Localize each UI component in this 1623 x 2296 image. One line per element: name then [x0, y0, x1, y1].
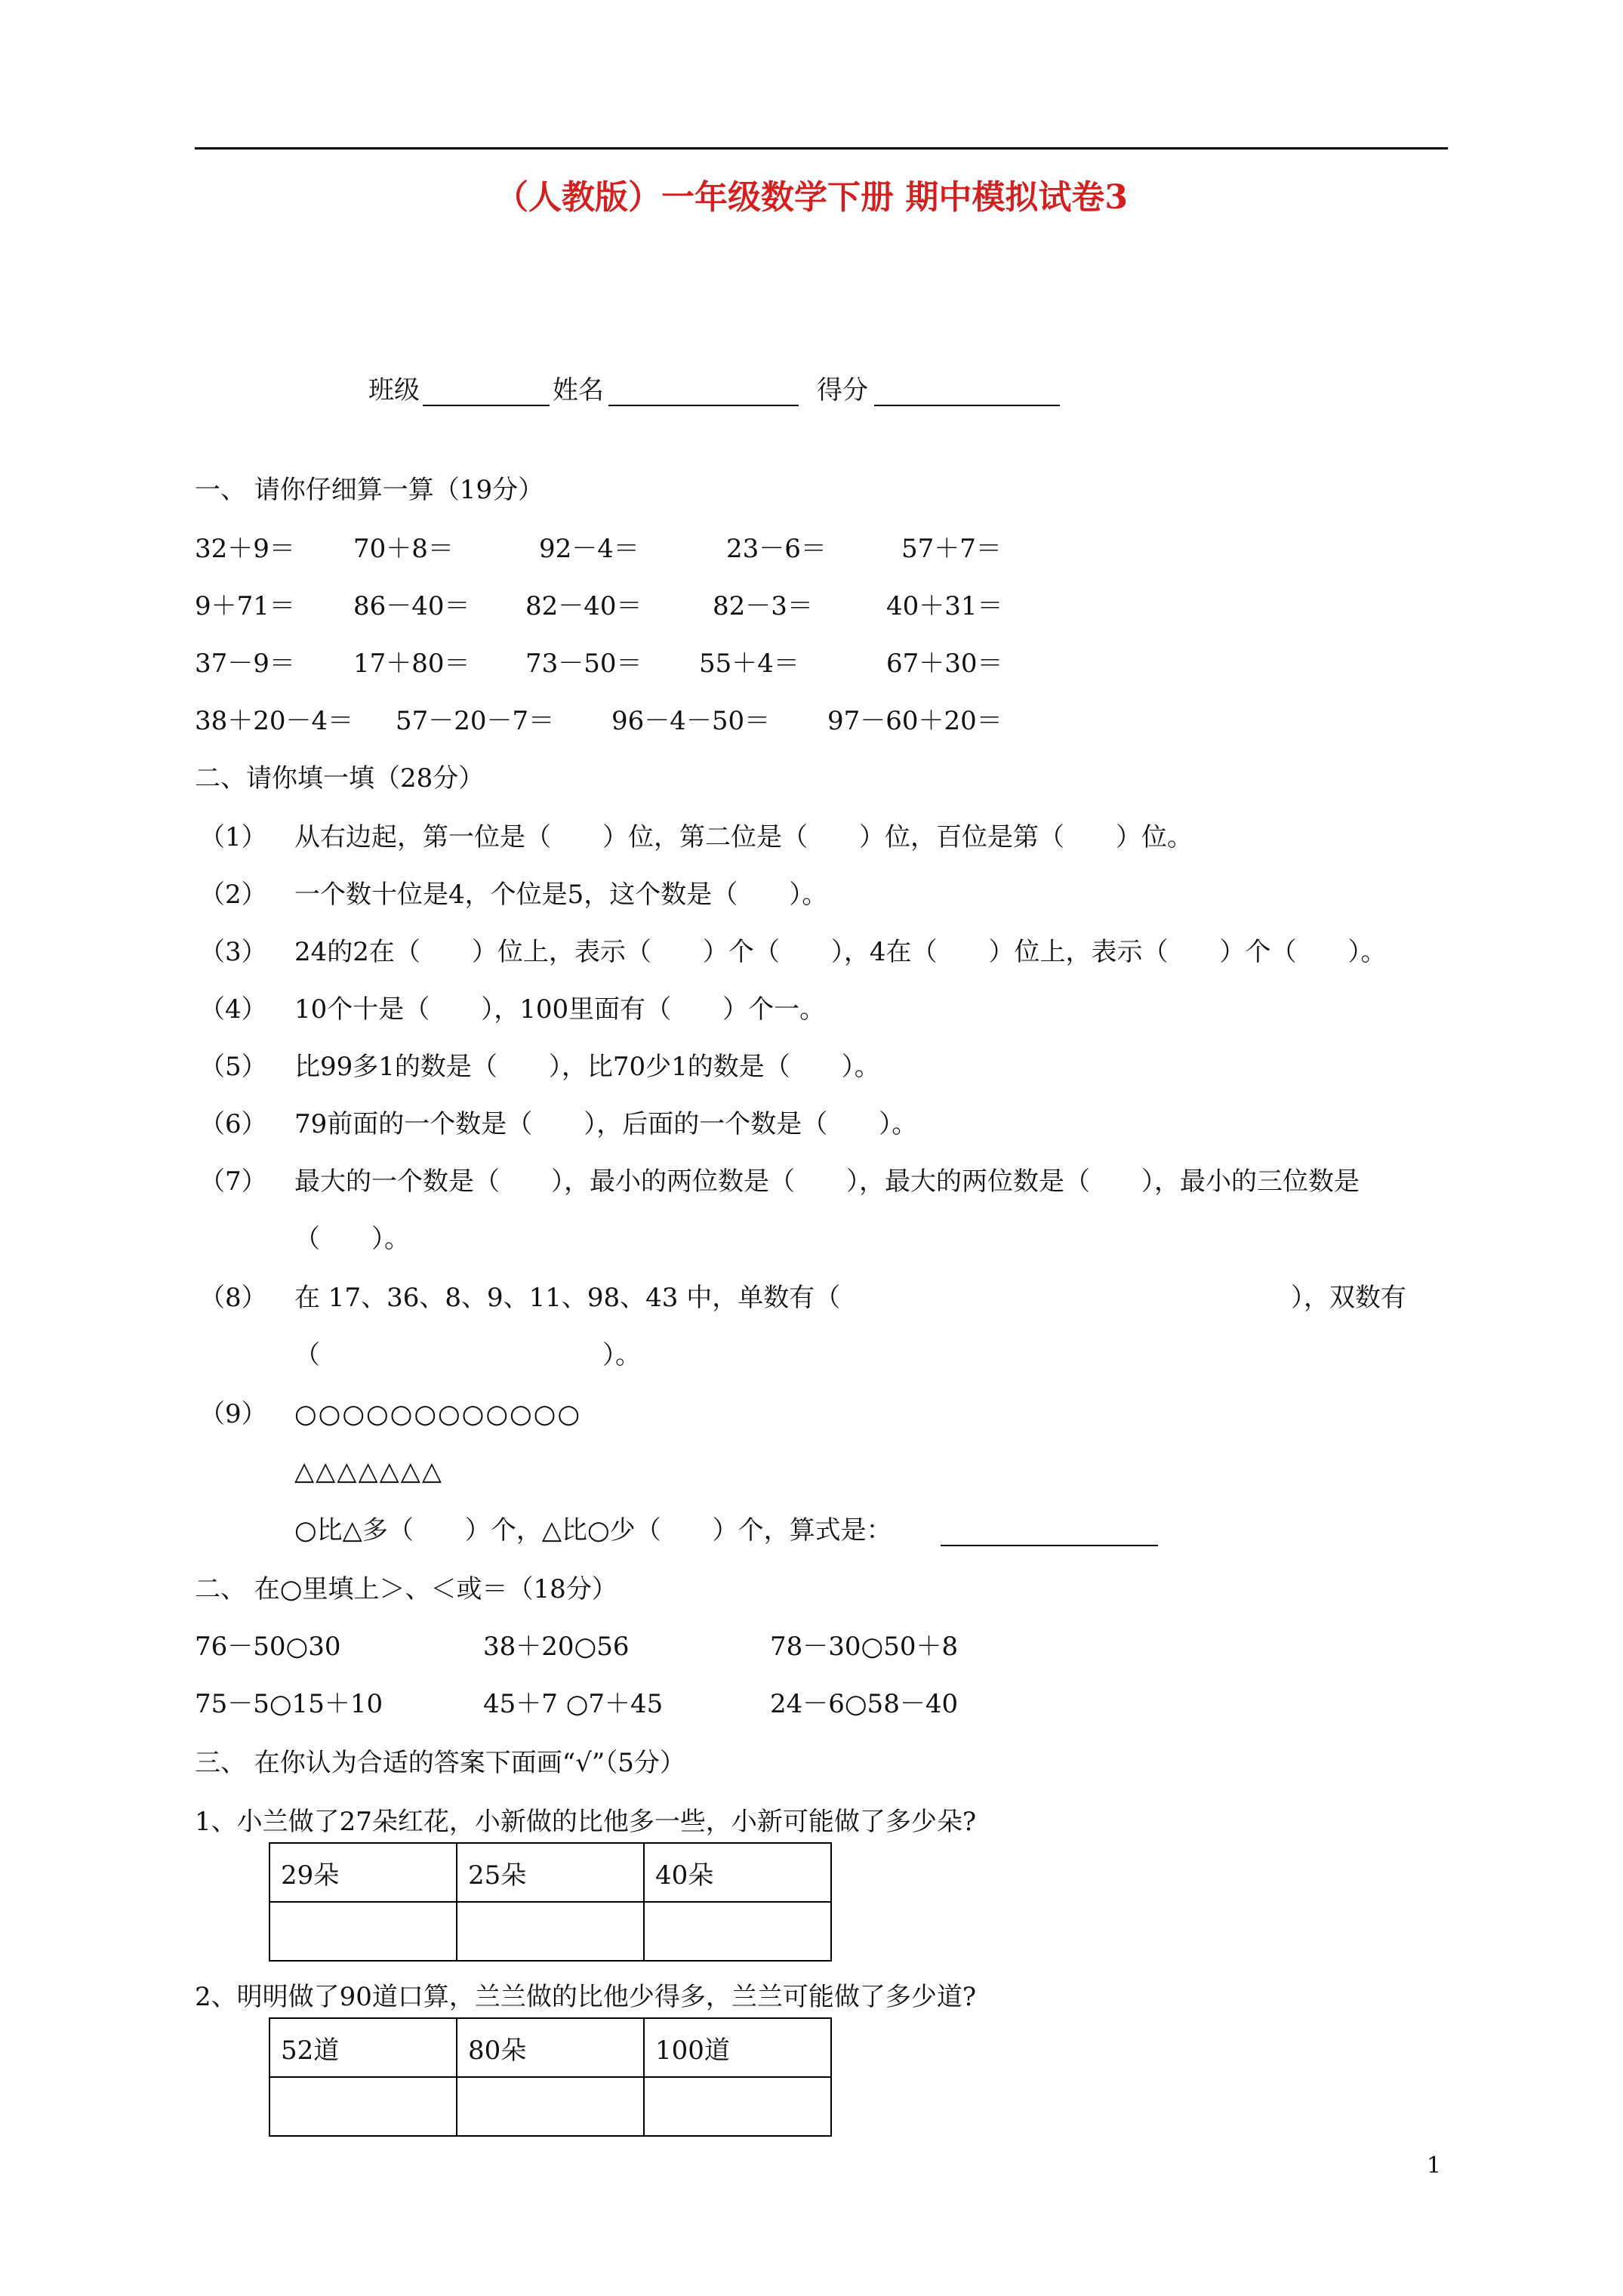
problem: 55＋4＝: [699, 649, 799, 679]
question-text: 2、明明做了90道口算，兰兰做的比他少得多，兰兰可能做了多少道?: [195, 1982, 977, 2012]
formula-blank[interactable]: [941, 1545, 1158, 1546]
item-number: （9）: [199, 1399, 267, 1429]
problem: 23－6＝: [726, 534, 827, 564]
item-text: 79前面的一个数是（ ），后面的一个数是（ ）。: [294, 1109, 918, 1139]
class-label: 班级: [368, 375, 420, 405]
problem: 32＋9＝: [195, 534, 295, 564]
item-text: 从右边起，第一位是（ ）位，第二位是（ ）位，百位是第（ ）位。: [294, 822, 1193, 852]
question-text: 1、小兰做了27朵红花，小新做的比他多一些，小新可能做了多少朵?: [195, 1807, 977, 1837]
answer-cell[interactable]: [457, 1902, 644, 1961]
answer-cell[interactable]: [644, 1902, 831, 1961]
option-label: 29朵: [269, 1843, 457, 1902]
problem: 73－50＝: [525, 649, 642, 679]
section-heading: 三、 在你认为合适的答案下面画“√”（5分）: [195, 1748, 685, 1778]
item-number: （1）: [199, 822, 267, 852]
compare-problem: 38＋20○56: [483, 1632, 630, 1662]
problem: 9＋71＝: [195, 591, 295, 621]
problem: 92－4＝: [539, 534, 639, 564]
problem: 40＋31＝: [886, 591, 1003, 621]
problem: 96－4－50＝: [611, 706, 771, 736]
circles-row: ○○○○○○○○○○○○: [294, 1399, 582, 1429]
compare-problem: 78－30○50＋8: [770, 1632, 959, 1662]
item-number: （6）: [199, 1109, 267, 1139]
page-number: 1: [1427, 2153, 1442, 2179]
option-label: 52道: [269, 2018, 457, 2077]
name-blank[interactable]: [608, 405, 799, 406]
problem: 82－40＝: [525, 591, 642, 621]
option-table: [269, 1842, 832, 1962]
name-label: 姓名: [553, 375, 604, 405]
problem: 67＋30＝: [886, 649, 1003, 679]
answer-cell[interactable]: [269, 2077, 457, 2136]
item-number: （8）: [199, 1283, 267, 1313]
option-label: 100道: [644, 2018, 831, 2077]
problem: 17＋80＝: [353, 649, 470, 679]
item-text: 比99多1的数是（ ），比70少1的数是（ ）。: [294, 1052, 880, 1082]
score-label: 得分: [817, 375, 868, 405]
item-text: ），双数有: [1291, 1283, 1406, 1313]
compare-problem: 75－5○15＋10: [195, 1689, 383, 1719]
section-heading: 一、 请你仔细算一算（19分）: [195, 475, 544, 505]
class-blank[interactable]: [423, 405, 550, 406]
option-table: [269, 2017, 832, 2137]
problem: 70＋8＝: [353, 534, 454, 564]
item-text-continued: （ ）。: [294, 1340, 641, 1370]
item-text: 一个数十位是4，个位是5，这个数是（ ）。: [294, 880, 828, 910]
option-label: 80朵: [457, 2018, 644, 2077]
item-text: 10个十是（ ），100里面有（ ）个一。: [294, 994, 826, 1025]
answer-cell[interactable]: [644, 2077, 831, 2136]
item-text-continued: （ ）。: [294, 1224, 410, 1254]
item-number: （4）: [199, 994, 267, 1025]
compare-problem: 76－50○30: [195, 1632, 341, 1662]
item-number: （2）: [199, 880, 267, 910]
triangles-row: △△△△△△△: [294, 1456, 444, 1487]
page-title: （人教版）一年级数学下册 期中模拟试卷3: [495, 178, 1128, 217]
score-blank[interactable]: [874, 405, 1060, 406]
item-number: （7）: [199, 1166, 267, 1197]
option-label: 25朵: [457, 1843, 644, 1902]
answer-cell[interactable]: [457, 2077, 644, 2136]
header-rule: [195, 147, 1448, 149]
answer-cell[interactable]: [269, 1902, 457, 1961]
compare-problem: 45＋7 ○7＋45: [483, 1689, 664, 1719]
compare-problem: 24－6○58－40: [770, 1689, 959, 1719]
item-text: 24的2在（ ）位上，表示（ ）个（ ），4在（ ）位上，表示（ ）个（ ）。: [294, 937, 1387, 967]
section-heading: 二、请你填一填（28分）: [195, 763, 485, 794]
item-text: ○比△多（ ）个，△比○少（ ）个，算式是：: [294, 1515, 892, 1546]
item-text: 最大的一个数是（ ），最小的两位数是（ ），最大的两位数是（ ），最小的三位数是: [294, 1166, 1360, 1197]
item-text: 在 17、36、8、9、11、98、43 中，单数有（: [294, 1283, 841, 1313]
problem: 57＋7＝: [901, 534, 1002, 564]
item-number: （5）: [199, 1052, 267, 1082]
problem: 37－9＝: [195, 649, 295, 679]
section-heading: 二、 在○里填上＞、＜或＝（18分）: [195, 1574, 617, 1604]
problem: 86－40＝: [353, 591, 470, 621]
item-number: （3）: [199, 937, 267, 967]
problem: 38＋20－4＝: [195, 706, 354, 736]
option-label: 40朵: [644, 1843, 831, 1902]
problem: 82－3＝: [713, 591, 813, 621]
problem: 57－20－7＝: [396, 706, 555, 736]
problem: 97－60＋20＝: [827, 706, 1002, 736]
